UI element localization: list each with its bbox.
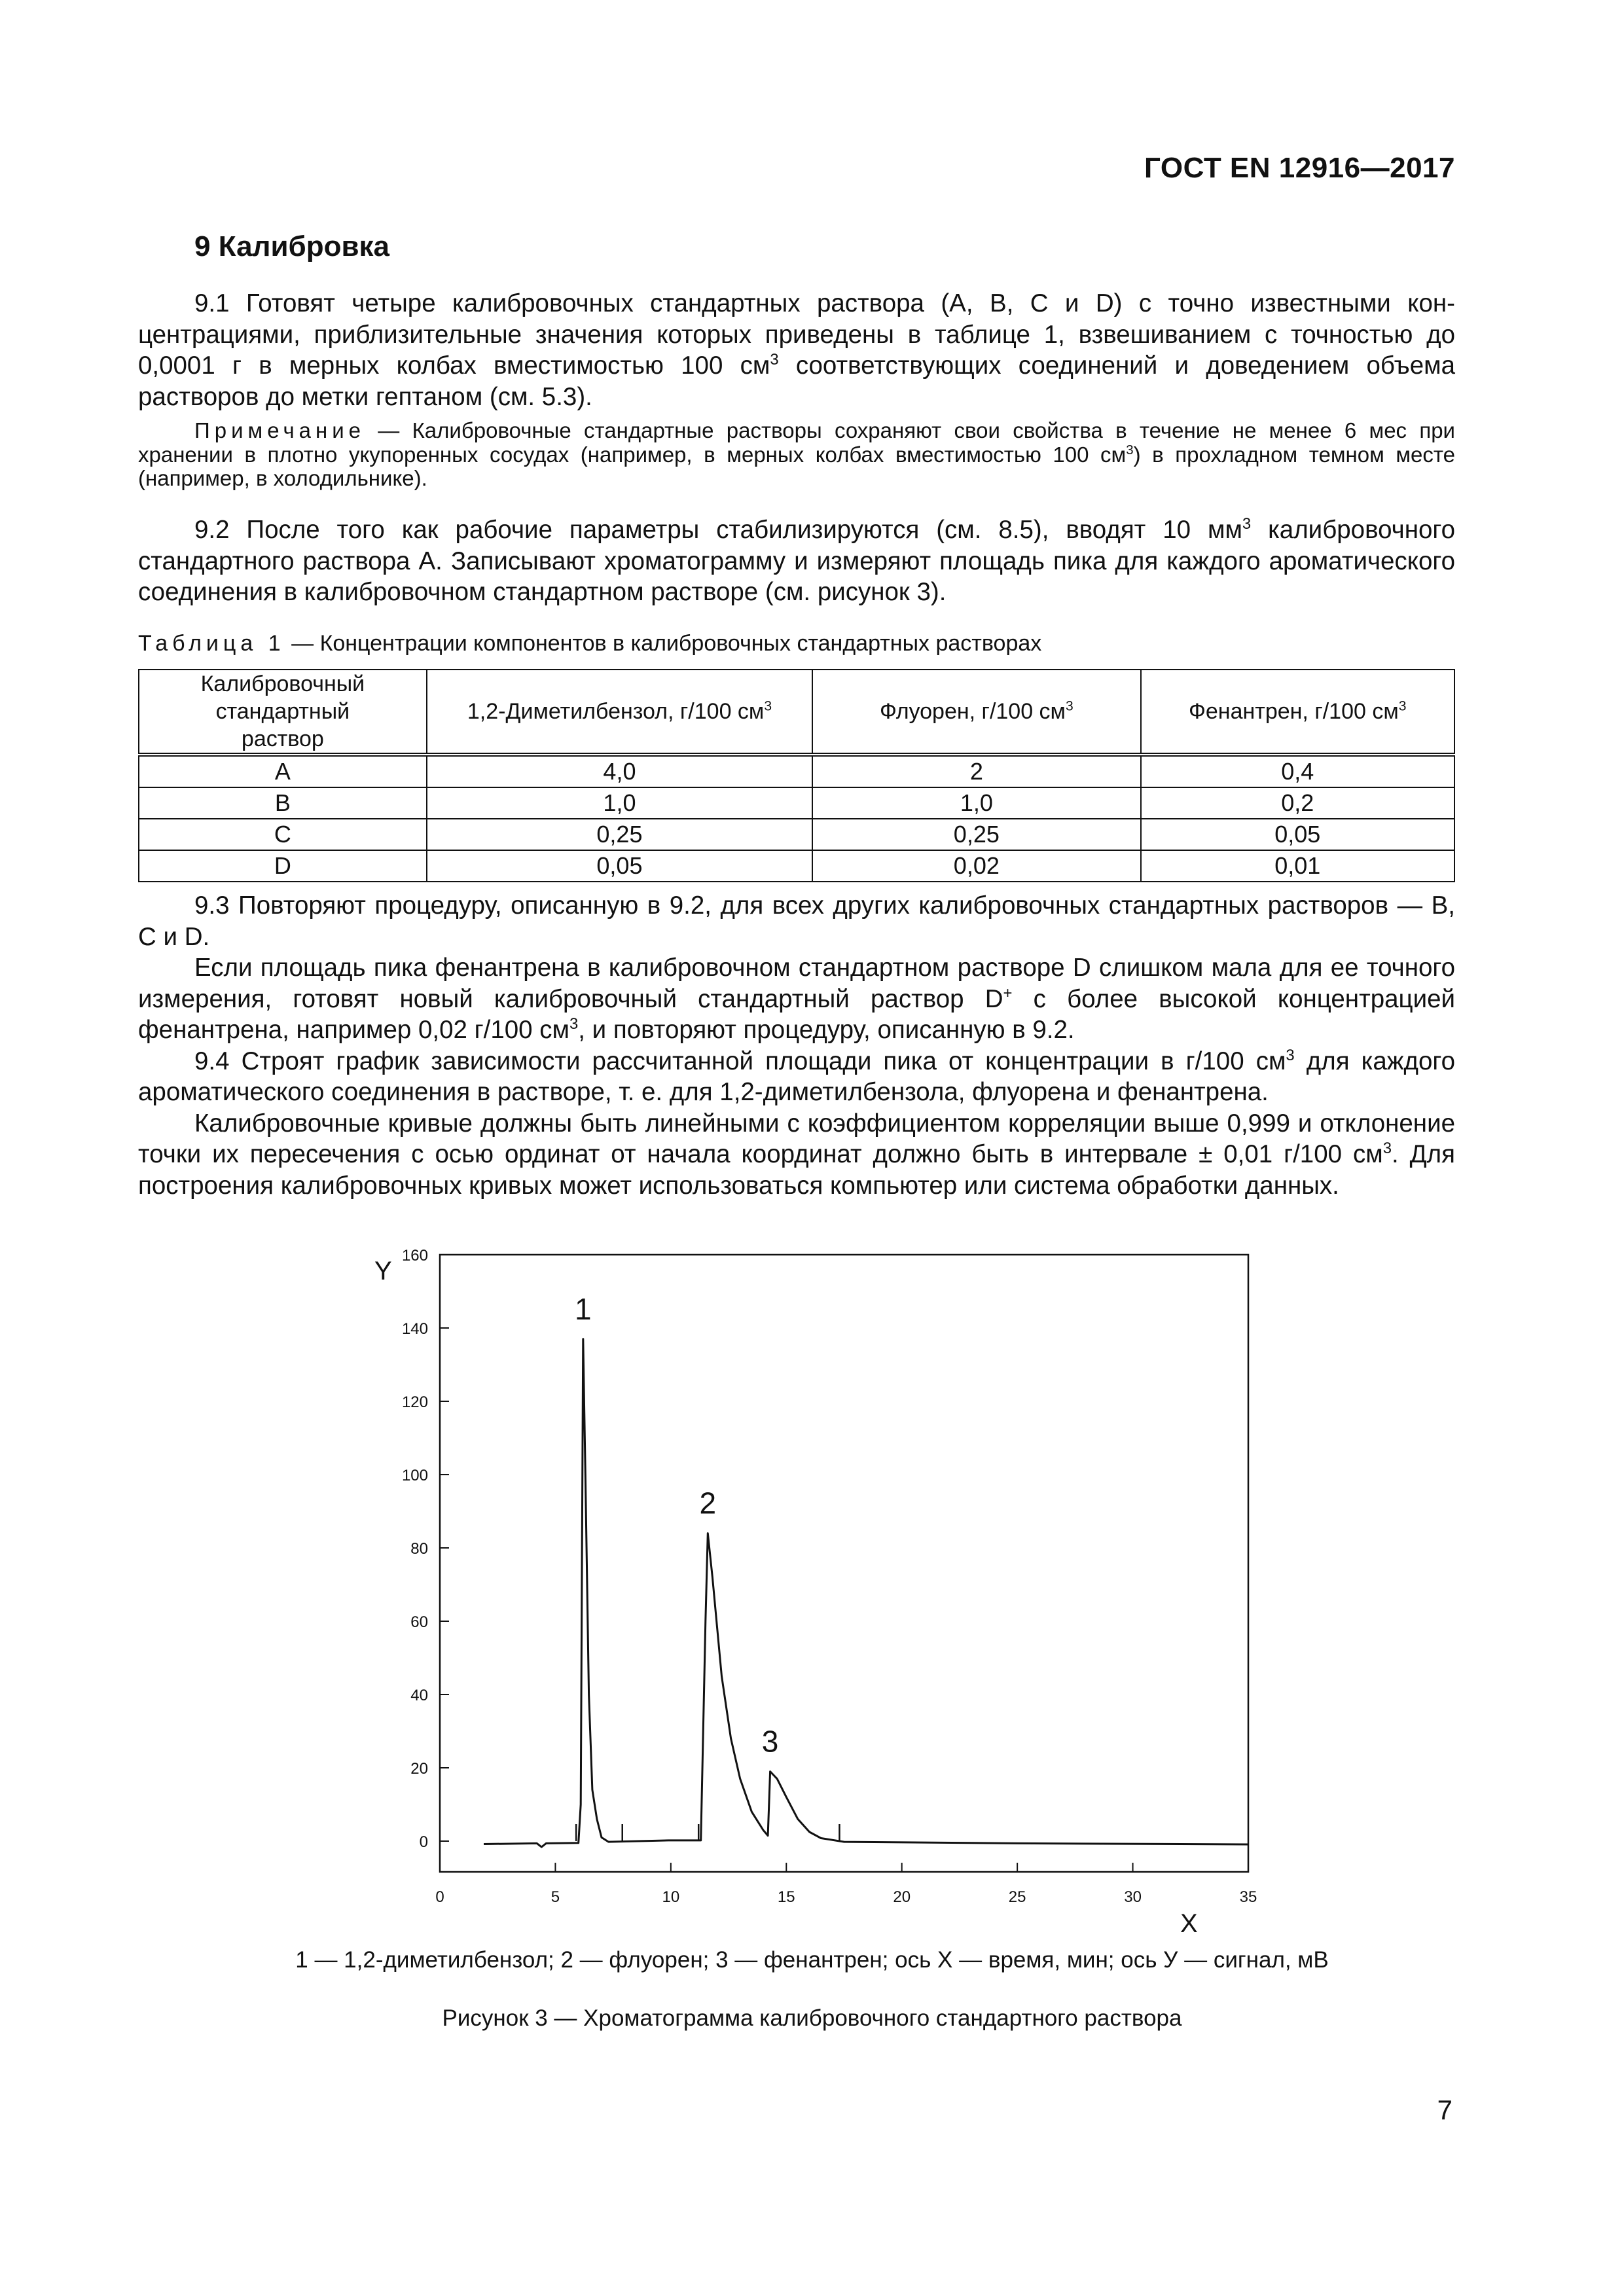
paragraph-9-3-continued: Если площадь пика фенантрена в калибровочном стандартном растворе D слишком мала для ее точного измерения, готовят новый калибровочный стандартный раствор D+ с более высокой концентрацией фенантрена, например 0,02 г/100 $см^3$, и повторяют процедуру, описанную в 9.2.: [138, 954, 1455, 1044]
table-cell: 0,25: [427, 819, 812, 850]
table-row: [139, 850, 1454, 882]
table-cell: 0,05: [1141, 819, 1454, 850]
figure-legend: 1 — 1,2-диметилбензол; 2 — флуорен; 3 — фенантрен; ось X — время, мин; ось У — сигнал, мВ: [295, 1947, 1329, 1973]
y-tick-label: 0: [419, 1833, 428, 1851]
document-id-header: ГОСТ EN 12916—2017: [1144, 152, 1455, 184]
chromatogram-figure: [340, 1240, 1322, 1937]
table-cell: 0,02: [812, 850, 1140, 882]
x-tick-label: 30: [1124, 1888, 1142, 1906]
paragraph-9-2-text-a: 9.2 После того как рабочие параметры стабилизируются (см. 8.5), вводят 10 мм: [194, 516, 1242, 544]
table-cell: A: [139, 755, 427, 787]
y-tick-label: 120: [401, 1393, 428, 1411]
section-title: 9 Калибровка: [194, 230, 390, 262]
x-axis-label: X: [1180, 1909, 1198, 1934]
superscript: 3: [1382, 1139, 1392, 1158]
table-cell: 0,01: [1141, 850, 1454, 882]
table-cell: C: [139, 819, 427, 850]
table-caption-label: Таблица 1: [138, 631, 285, 656]
table-row: [139, 755, 1454, 787]
table-cell: 1,0: [812, 787, 1140, 819]
table-cell: 2: [812, 755, 1140, 787]
table-cell: 0,25: [812, 819, 1140, 850]
y-tick-label: 60: [410, 1613, 428, 1631]
x-tick-label: 10: [662, 1888, 680, 1906]
y-tick-label: 80: [410, 1540, 428, 1558]
table-cell: 0,05: [427, 850, 812, 882]
y-tick-label: 100: [401, 1467, 428, 1484]
peak-label: 2: [699, 1486, 717, 1520]
note-block: [138, 419, 1455, 491]
chromatogram-chart: [340, 1240, 1322, 1934]
y-tick-label: 160: [401, 1247, 428, 1265]
table-row: [139, 787, 1454, 819]
x-tick-label: 25: [1008, 1888, 1026, 1906]
superscript: 3: [770, 351, 779, 369]
table-header-row: [139, 670, 1454, 755]
x-tick-label: 0: [435, 1888, 444, 1906]
y-tick-label: 40: [410, 1687, 428, 1704]
table-cell: 0,4: [1141, 755, 1454, 787]
table-cell: D: [139, 850, 427, 882]
table-caption-text: — Концентрации компонентов в калибровочных стандартных растворах: [285, 631, 1042, 656]
peak-label: 3: [761, 1724, 779, 1759]
table-row: [139, 819, 1454, 850]
figure-caption: Рисунок 3 — Хроматограмма калибровочного стандартного раствора: [442, 2005, 1182, 2031]
table-cell: 0,2: [1141, 787, 1454, 819]
paragraph-9-4: 9.4 Строят график зависимости рассчитанной площади пика от концентрации в г/100 $см^3$ для каждого ароматического соединения в растворе, т. е. для 1,2-диметилбензола, флуорена и фенантрена.: [138, 1046, 1455, 1106]
page-number: 7: [1437, 2094, 1453, 2125]
table-header-cell: Калибровочный стандартный раствор: [139, 670, 427, 755]
table-header-cell: Фенантрен, г/100 $см^3$: [1141, 670, 1454, 755]
x-tick-label: 15: [777, 1888, 795, 1906]
paragraph-9-3: 9.3 Повторяют процедуру, описанную в 9.2, для всех других калибровочных стандартных растворов — B, C и D.: [138, 891, 1455, 951]
table-header-cell: Флуорен, г/100 $см^3$: [812, 670, 1140, 755]
table-header-cell: 1,2-Диметилбензол, г/100 $см^3$: [427, 670, 812, 755]
note-label: Примечание: [194, 418, 366, 442]
table-cell: 1,0: [427, 787, 812, 819]
table-caption: [138, 631, 1041, 656]
y-axis-label: Y: [374, 1257, 392, 1285]
superscript: +: [1003, 984, 1013, 1002]
paragraph-9-3-block: [138, 890, 1455, 1201]
note-text-a: — Калибровочные стандартные растворы сохраняют свои свойства в течение не менее 6 мес при хранении в плотно укупоренных сосудах (например, в мерных колбах вместимостью 100 см: [138, 418, 1455, 467]
paragraph-9-1: [138, 288, 1455, 412]
paragraph-9-1-text-a: 9.1 Готовят четыре калибровочных стандартных раствора (A, B, C и D) с точно известными концентрациями, приблизительные значения которых приведены в таблице 1, взвешиванием с точностью до 0,0001 г в мерных колбах вместимостью 100 см: [138, 289, 1455, 380]
peak-label: 1: [574, 1291, 592, 1326]
superscript: 3: [1126, 442, 1134, 457]
superscript: 3: [1242, 515, 1252, 533]
note-text-b: ) в прохладном темном месте (например, в холодильнике).: [138, 442, 1455, 490]
superscript: 3: [569, 1015, 579, 1033]
table-cell: B: [139, 787, 427, 819]
chromatogram-trace: [484, 1339, 1248, 1847]
table-cell: 4,0: [427, 755, 812, 787]
concentration-table: [138, 669, 1455, 882]
y-tick-label: 140: [401, 1320, 428, 1338]
plot-frame: [440, 1255, 1248, 1872]
x-tick-label: 5: [550, 1888, 560, 1906]
paragraph-9-1-text-b: соответствующих соединений и доведением объема растворов до метки гептаном (см. 5.3).: [138, 351, 1455, 411]
x-tick-label: 20: [893, 1888, 911, 1906]
paragraph-9-2: [138, 514, 1455, 608]
y-tick-label: 20: [410, 1760, 428, 1778]
paragraph-9-2-text-b: калибровочного стандартного раствора А. Записывают хроматограмму и измеряют площадь пика для каждого ароматического соединения в калибровочном стандартном растворе (см. рисунок 3).: [138, 516, 1455, 606]
paragraph-9-4-continued: Калибровочные кривые должны быть линейными с коэффициентом корреляции выше 0,999 и отклонение точки их пересечения с осью ординат от начала координат должно быть в интервале ± 0,01 г/100 $см^3$. Для построения калибровочных кривых может использоваться компьютер или система обработки данных.: [138, 1109, 1455, 1200]
x-tick-label: 35: [1239, 1888, 1257, 1906]
superscript: 3: [1286, 1046, 1295, 1064]
